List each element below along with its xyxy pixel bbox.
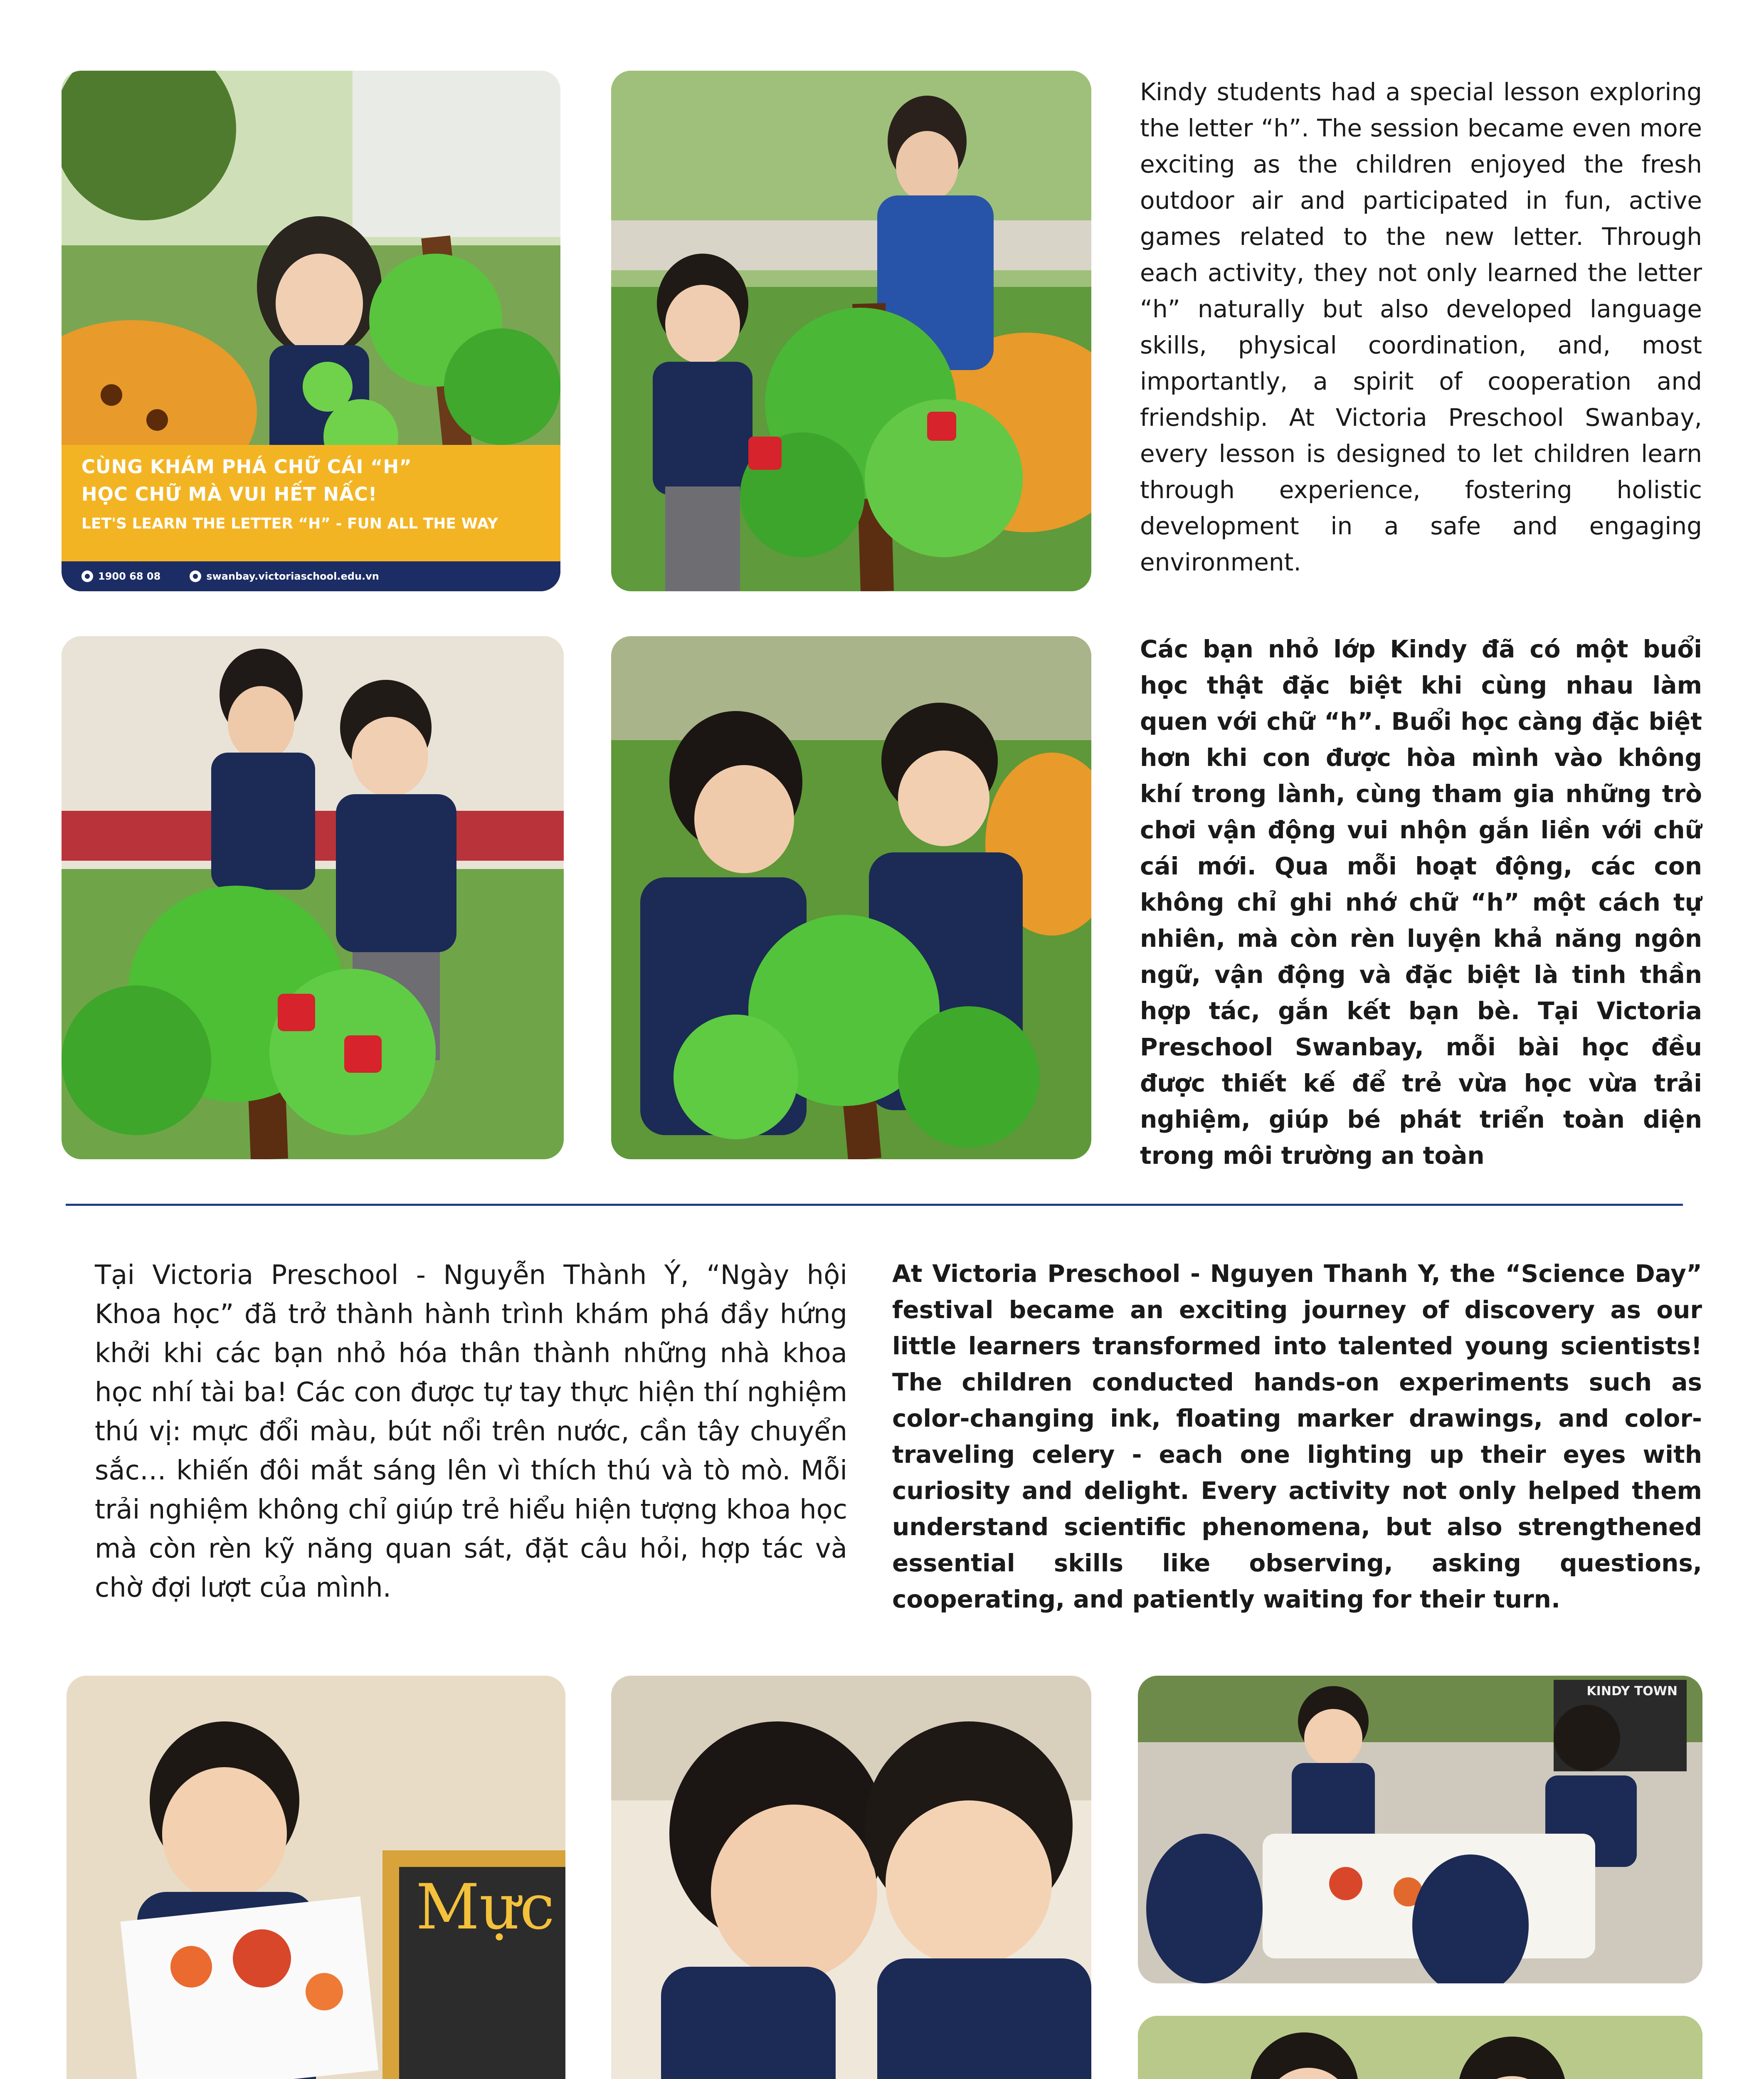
photo-letter-h-banner — [62, 71, 560, 591]
photo-science-day-banner — [67, 1676, 565, 2079]
section2-english-text: At Victoria Preschool - Nguyen Thanh Y, the “Science Day” festival became an exciting journey of discovery as our little learners transformed into talented young scientists! The children conducted hands-on experiments such as color-changing ink, floating marker drawings, and color-traveling celery - each one lighting up their eyes with curiosity and delight. Every activity not only helped them understand scientific phenomena, but also strengthened essential skills like observing, asking questions, cooperating, and patiently waiting for their turn. — [892, 1259, 1702, 1613]
photo-boy-teacher-tree — [611, 71, 1091, 591]
section1-english-text: Kindy students had a special lesson exploring the letter “h”. The session became even more exciting as the children enjoyed the fresh outdoor air and participated in fun, active games related to the new letter. Through each activity, they not only learned the letter “h” naturally but also developed language skills, physical coordination, and, most importantly, a spirit of cooperation and friendship. At Victoria Preschool Swanbay, every lesson is designed to let children learn through experience, fostering holistic development in a safe and engaging environment. — [1140, 78, 1702, 576]
photo-kids-painting-table — [1138, 1676, 1702, 1983]
photo-girls-drawing — [611, 1676, 1091, 2079]
banner-title-line2: HỌC CHỮ MÀ VUI HẾT NẤC! — [81, 483, 377, 505]
banner-subtitle: LET'S LEARN THE LETTER “H” - FUN ALL THE WAY — [81, 515, 498, 532]
banner-contact-bar — [62, 561, 560, 591]
globe-icon — [190, 570, 201, 582]
section2-vietnamese-text: Tại Victoria Preschool - Nguyễn Thành Ý, “Ngày hội Khoa học” đã trở thành hành trình khám phá đầy hứng khởi khi các bạn nhỏ hóa thân thành những nhà khoa học nhí tài ba! Các con được tự tay thực hiện thí nghiệm thú vị: mực đổi màu, bút nổi trên nước, cần tây chuyển sắc… khiến đôi mắt sáng lên vì thích thú và tò mò. Mỗi trải nghiệm không chỉ giúp trẻ hiểu hiện tượng khoa học mà còn rèn kỹ năng quan sát, đặt câu hỏi, hợp tác và chờ đợi lượt của mình. — [95, 1260, 847, 1603]
banner-phone: 1900 68 08 — [98, 570, 161, 582]
section1-vietnamese-text: Các bạn nhỏ lớp Kindy đã có một buổi học thật đặc biệt khi cùng nhau làm quen với chữ “h”. Buổi học càng đặc biệt hơn khi con được hòa mình vào không khí trong lành, cùng tham gia những trò chơi vận động vui nhộn gắn liền với chữ cái mới. Qua mỗi hoạt động, các con không chỉ ghi nhớ chữ “h” một cách tự nhiên, mà còn rèn luyện khả năng ngôn ngữ, vận động và đặc biệt là tinh thần hợp tác, gắn kết bạn bè. Tại Victoria Preschool Swanbay, mỗi bài học đều được thiết kế để trẻ vừa học vừa trải nghiệm, giúp bé phát triển toàn diện trong môi trường an toàn — [1140, 635, 1702, 1170]
banner-title-line1: CÙNG KHÁM PHÁ CHỮ CÁI “H” — [81, 456, 412, 478]
kindy-town-sign: KINDY TOWN — [1586, 1684, 1678, 1699]
photo-two-girls-tree — [611, 636, 1091, 1159]
banner-website: swanbay.victoriaschool.edu.vn — [206, 570, 379, 582]
phone-icon — [81, 570, 93, 582]
chalkboard-word: Mực — [416, 1871, 555, 1943]
photo-girls-watercolor — [1138, 2016, 1702, 2079]
section-divider — [66, 1204, 1683, 1206]
photo-two-kids-tree — [62, 636, 564, 1159]
